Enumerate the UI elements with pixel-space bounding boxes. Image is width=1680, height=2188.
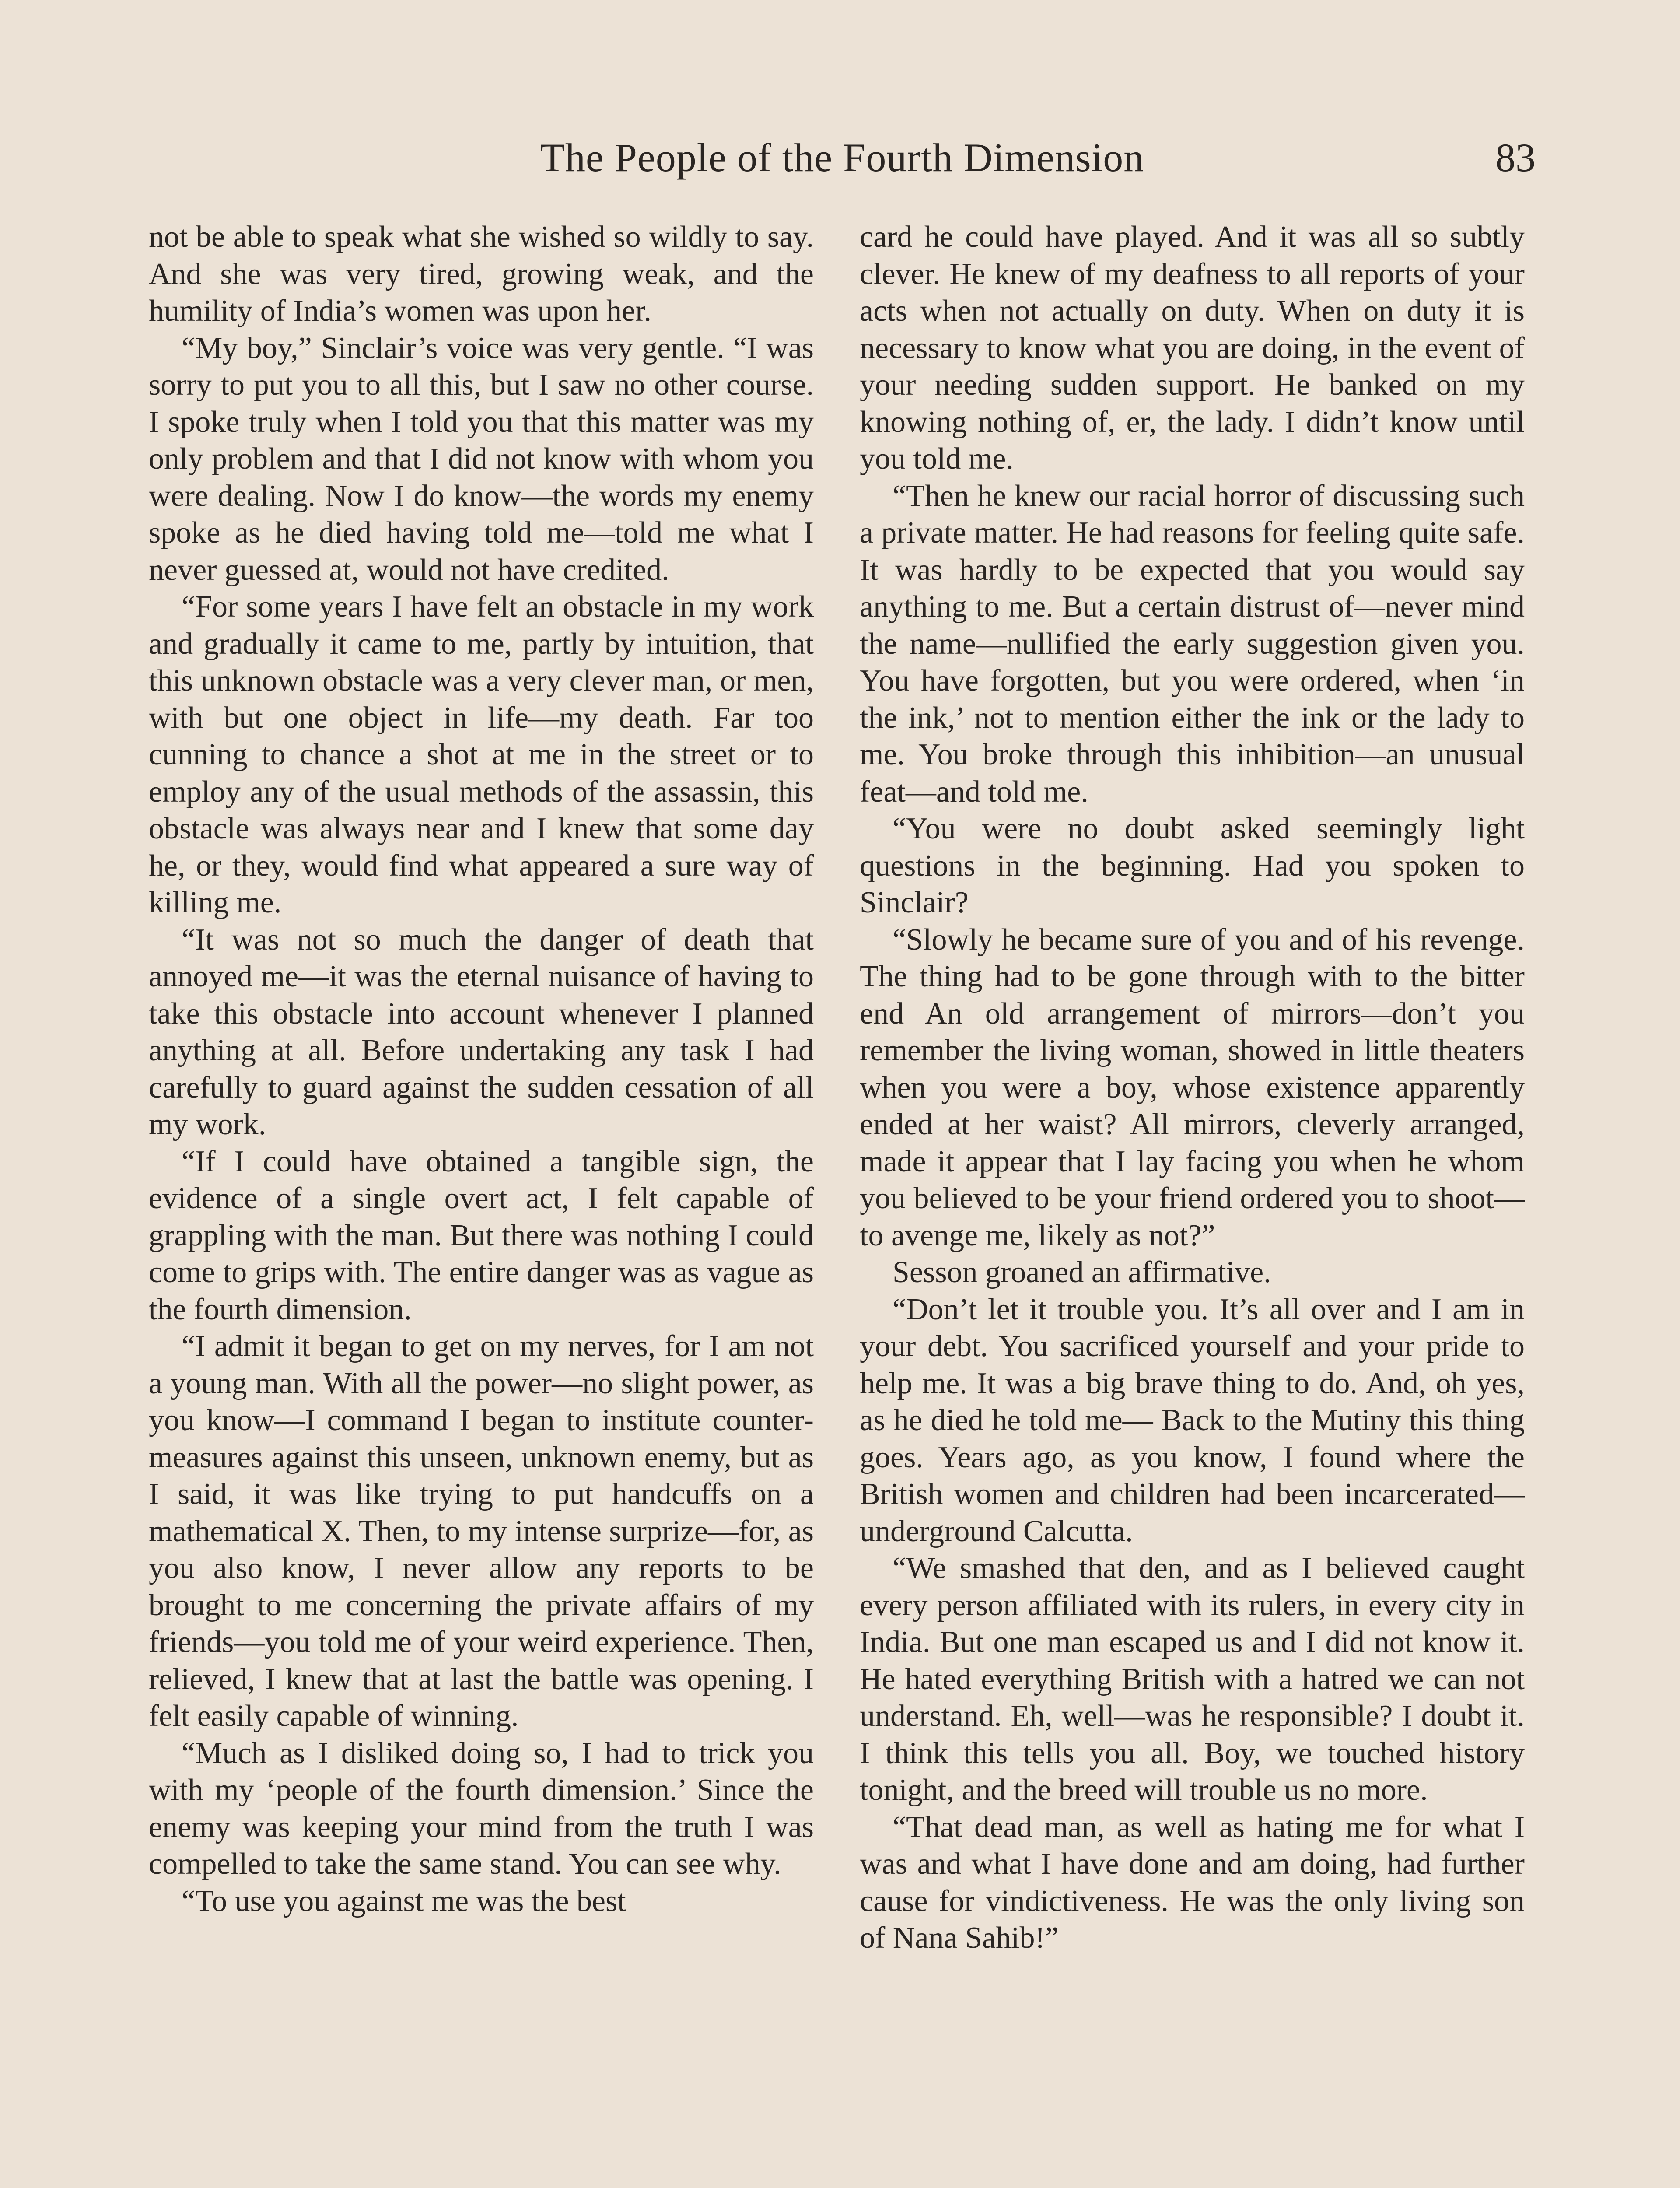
page-header	[149, 127, 1536, 188]
paragraph: “Then he knew our racial horror of discussing such a private matter. He had reasons for feeling quite safe. It was hardly to be expected that you would say anything to me. But a certain distrust of—never mind the name—nullified the early suggestion given you. You have forgotten, but you were ordered, when ‘in the ink,’ not to mention either the ink or the lady to me. You broke through this inhibition—an unusual feat—and told me.	[860, 479, 1525, 809]
running-title: The People of the Fourth Dimension	[540, 135, 1144, 180]
page-number: 83	[1495, 135, 1536, 180]
paragraph: “My boy,” Sinclair’s voice was very gentle. “I was sorry to put you to all this, but I saw no other course. I spoke truly when I told you that this matter was my only problem and that I did not know with whom you were dealing. Now I do know—the words my enemy spoke as he died having told me—told me what I never guessed at, would not have credited.	[149, 331, 814, 587]
right-column	[860, 219, 1525, 1957]
paragraph: “For some years I have felt an obstacle in my work and gradually it came to me, partly by intuition, that this unknown obstacle was a very clever man, or men, with but one object in life—my death. Far too cunning to chance a shot at me in the street or to employ any of the usual methods of the assassin, this obstacle was always near and I knew that some day he, or they, would find what appeared a sure way of killing me.	[149, 590, 814, 919]
paragraph: “Much as I disliked doing so, I had to trick you with my ‘people of the fourth dimension.’ Since the enemy was keeping your mind from the truth I was compelled to take the same stand. You can see why.	[149, 1736, 814, 1881]
paragraph: card he could have played. And it was all so subtly clever. He knew of my deafness to all reports of your acts when not actually on duty. When on duty it is necessary to know what you are doing, in the event of your needing sudden support. He banked on my knowing nothing of, er, the lady. I didn’t know until you told me.	[860, 220, 1525, 476]
paragraph: “We smashed that den, and as I believed caught every person affiliated with its rulers, in every city in India. But one man escaped us and I did not know it. He hated everything British with a hatred we can not understand. Eh, well—was he responsible? I doubt it. I think this tells you all. Boy, we touched history tonight, and the breed will trouble us no more.	[860, 1551, 1525, 1807]
paragraph: “Don’t let it trouble you. It’s all over and I am in your debt. You sacrificed yourself and your pride to help me. It was a big brave thing to do. And, oh yes, as he died he told me— Back to the Mutiny this thing goes. Years ago, as you know, I found where the British women and children had been incarcerated—underground Calcutta.	[860, 1292, 1525, 1548]
paragraph: “You were no doubt asked seemingly light questions in the beginning. Had you spoken to Sinclair?	[860, 812, 1525, 919]
paragraph: “If I could have obtained a tangible sign, the evidence of a single overt act, I felt capable of grappling with the man. But there was nothing I could come to grips with. The entire danger was as vague as the fourth dimension.	[149, 1144, 814, 1326]
paragraph: “I admit it began to get on my nerves, for I am not a young man. With all the power—no slight power, as you know—I command I began to institute counter-measures against this unseen, unknown enemy, but as I said, it was like trying to put handcuffs on a mathematical X. Then, to my intense surprize—for, as you also know, I never allow any reports to be brought to me concerning the private affairs of my friends—you told me of your weird experience. Then, relieved, I knew that at last the battle was opening. I felt easily capable of winning.	[149, 1329, 814, 1733]
paragraph: not be able to speak what she wished so wildly to say. And she was very tired, growing weak, and the humility of India’s women was upon her.	[149, 220, 814, 328]
paragraph: “To use you against me was the best	[182, 1884, 626, 1918]
paragraph: “It was not so much the danger of death that annoyed me—it was the eternal nuisance of having to take this obstacle into account whenever I planned anything at all. Before undertaking any task I had carefully to guard against the sudden cessation of all my work.	[149, 922, 814, 1141]
left-column	[149, 219, 814, 1920]
paragraph: Sesson groaned an affirmative.	[892, 1255, 1271, 1289]
paragraph: “That dead man, as well as hating me for what I was and what I have done and am doing, had further cause for vindictiveness. He was the only living son of Nana Sahib!”	[860, 1810, 1525, 1955]
paragraph: “Slowly he became sure of you and of his revenge. The thing had to be gone through with to the bitter end An old arrangement of mirrors—don’t you remember the living woman, showed in little theaters when you were a boy, whose existence apparently ended at her waist? All mirrors, cleverly arranged, made it appear that I lay facing you when he whom you believed to be your friend ordered you to shoot—to avenge me, likely as not?”	[860, 922, 1525, 1252]
